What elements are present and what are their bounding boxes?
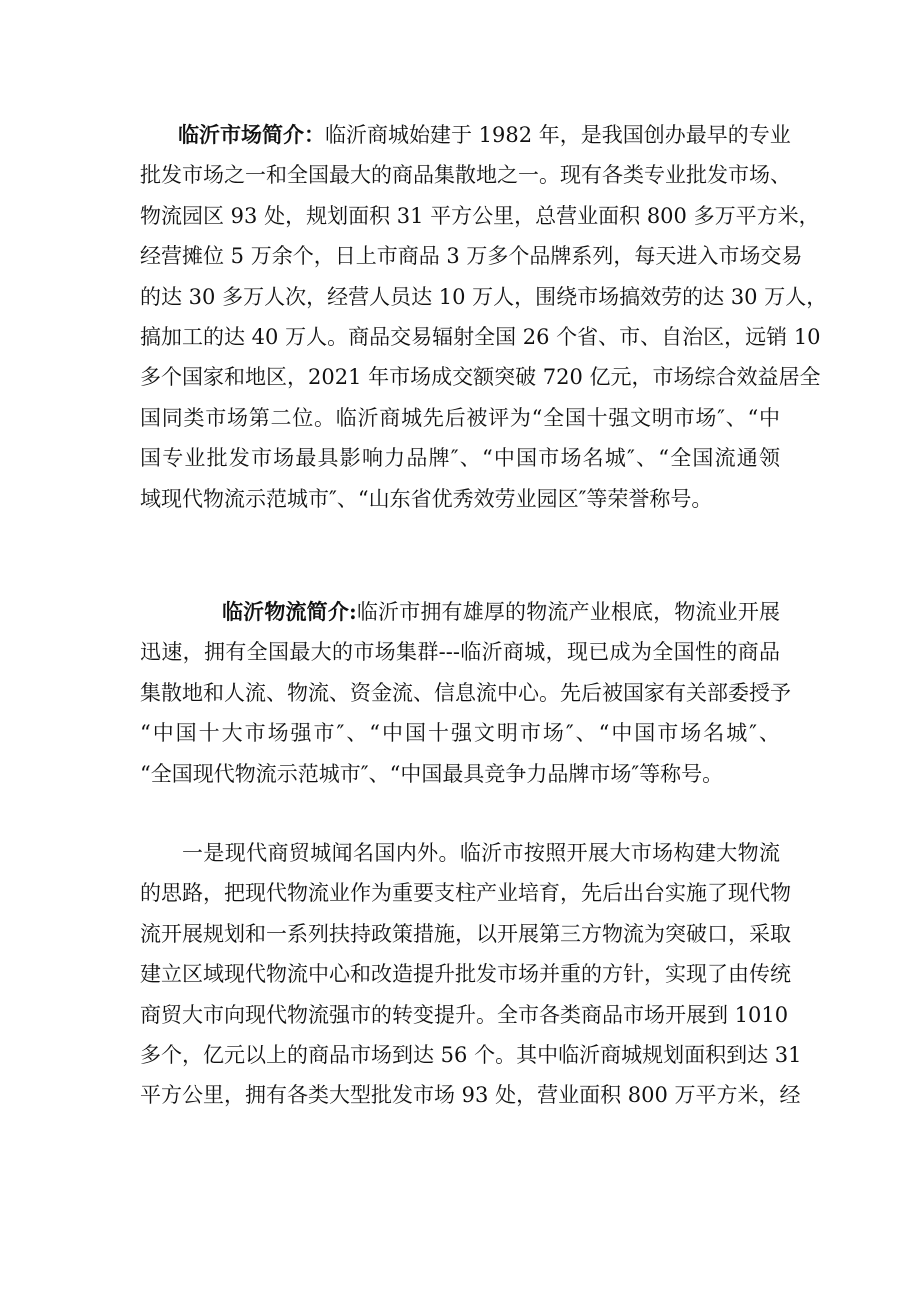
text-line — [140, 759, 780, 789]
line-text: 迅速，拥有全国最大的市场集群---临沂商城，现已成为全国性的商品 — [140, 640, 780, 665]
text-line — [140, 160, 791, 190]
line-text: “中国十大市场强市″、“中国十强文明市场″、“中国市场名城″、 — [140, 721, 780, 746]
text-line — [182, 838, 780, 868]
line-text: 流开展规划和一系列扶持政策措施，以开展第三方物流为突破口，采取 — [140, 921, 791, 946]
text-line — [140, 484, 780, 514]
line-text: 物流园区 93 处，规划面积 31 平方公里，总营业面积 800 多万平方米， — [140, 203, 820, 228]
line-text: 临沂商城始建于 1982 年，是我国创办最早的专业 — [325, 123, 791, 147]
text-line — [140, 959, 791, 989]
line-text: 临沂市拥有雄厚的物流产业根底，物流业开展 — [356, 600, 780, 624]
paragraph-heading: 临沂物流简介: — [222, 599, 357, 624]
line-text: “全国现代物流示范城市″、“中国最具竞争力品牌市场″等称号。 — [140, 761, 724, 786]
text-line — [140, 637, 780, 667]
line-text: 批发市场之一和全国最大的商品集散地之一。现有各类专业批发市场、 — [140, 163, 791, 188]
text-line — [140, 1040, 802, 1070]
line-text: 商贸大市向现代物流强市的转变提升。全市各类商品市场开展到 1010 — [140, 1002, 789, 1027]
text-line — [140, 718, 780, 748]
text-line — [140, 201, 820, 231]
line-text: 多个国家和地区，2021 年市场成交额突破 720 亿元，市场综合效益居全 — [140, 365, 821, 390]
text-line — [140, 282, 828, 312]
line-text: 平方公里，拥有各类大型批发市场 93 处，营业面积 800 万平方米，经 — [140, 1083, 801, 1108]
text-line — [140, 322, 821, 352]
line-text: 集散地和人流、物流、资金流、信息流中心。先后被国家有关部委授予 — [140, 680, 791, 705]
text-line — [140, 443, 780, 473]
text-line — [140, 1080, 801, 1110]
text-line — [140, 1000, 789, 1030]
line-text: 域现代物流示范城市″、“山东省优秀效劳业园区″等荣誉称号。 — [140, 486, 713, 511]
line-text: 多个，亿元以上的商品市场到达 56 个。其中临沂商城规划面积到达 31 — [140, 1043, 802, 1067]
paragraph-heading: 临沂市场简介： — [178, 122, 325, 147]
text-line — [140, 362, 821, 392]
line-text: 的达 30 多万人次，经营人员达 10 万人，围绕市场搞效劳的达 30 万人， — [140, 284, 828, 309]
text-line — [222, 597, 780, 627]
line-text: 国同类市场第二位。临沂商城先后被评为“全国十强文明市场″、“中 — [140, 405, 780, 430]
text-line — [178, 120, 791, 150]
text-line — [140, 403, 780, 433]
text-line — [140, 678, 791, 708]
text-line — [140, 878, 791, 908]
text-line — [140, 919, 791, 949]
line-text: 国专业批发市场最具影响力品牌″、“中国市场名城″、“全国流通领 — [140, 446, 780, 471]
line-text: 一是现代商贸城闻名国内外。临沂市按照开展大市场构建大物流 — [182, 841, 780, 865]
text-line — [140, 241, 803, 271]
line-text: 的思路，把现代物流业作为重要支柱产业培育，先后出台实施了现代物 — [140, 881, 791, 906]
line-text: 经营摊位 5 万余个，日上市商品 3 万多个品牌系列，每天进入市场交易 — [140, 244, 803, 269]
line-text: 建立区域现代物流中心和改造提升批发市场并重的方针，实现了由传统 — [140, 962, 791, 987]
line-text: 搞加工的达 40 万人。商品交易辐射全国 26 个省、市、自治区，远销 10 — [140, 325, 821, 349]
